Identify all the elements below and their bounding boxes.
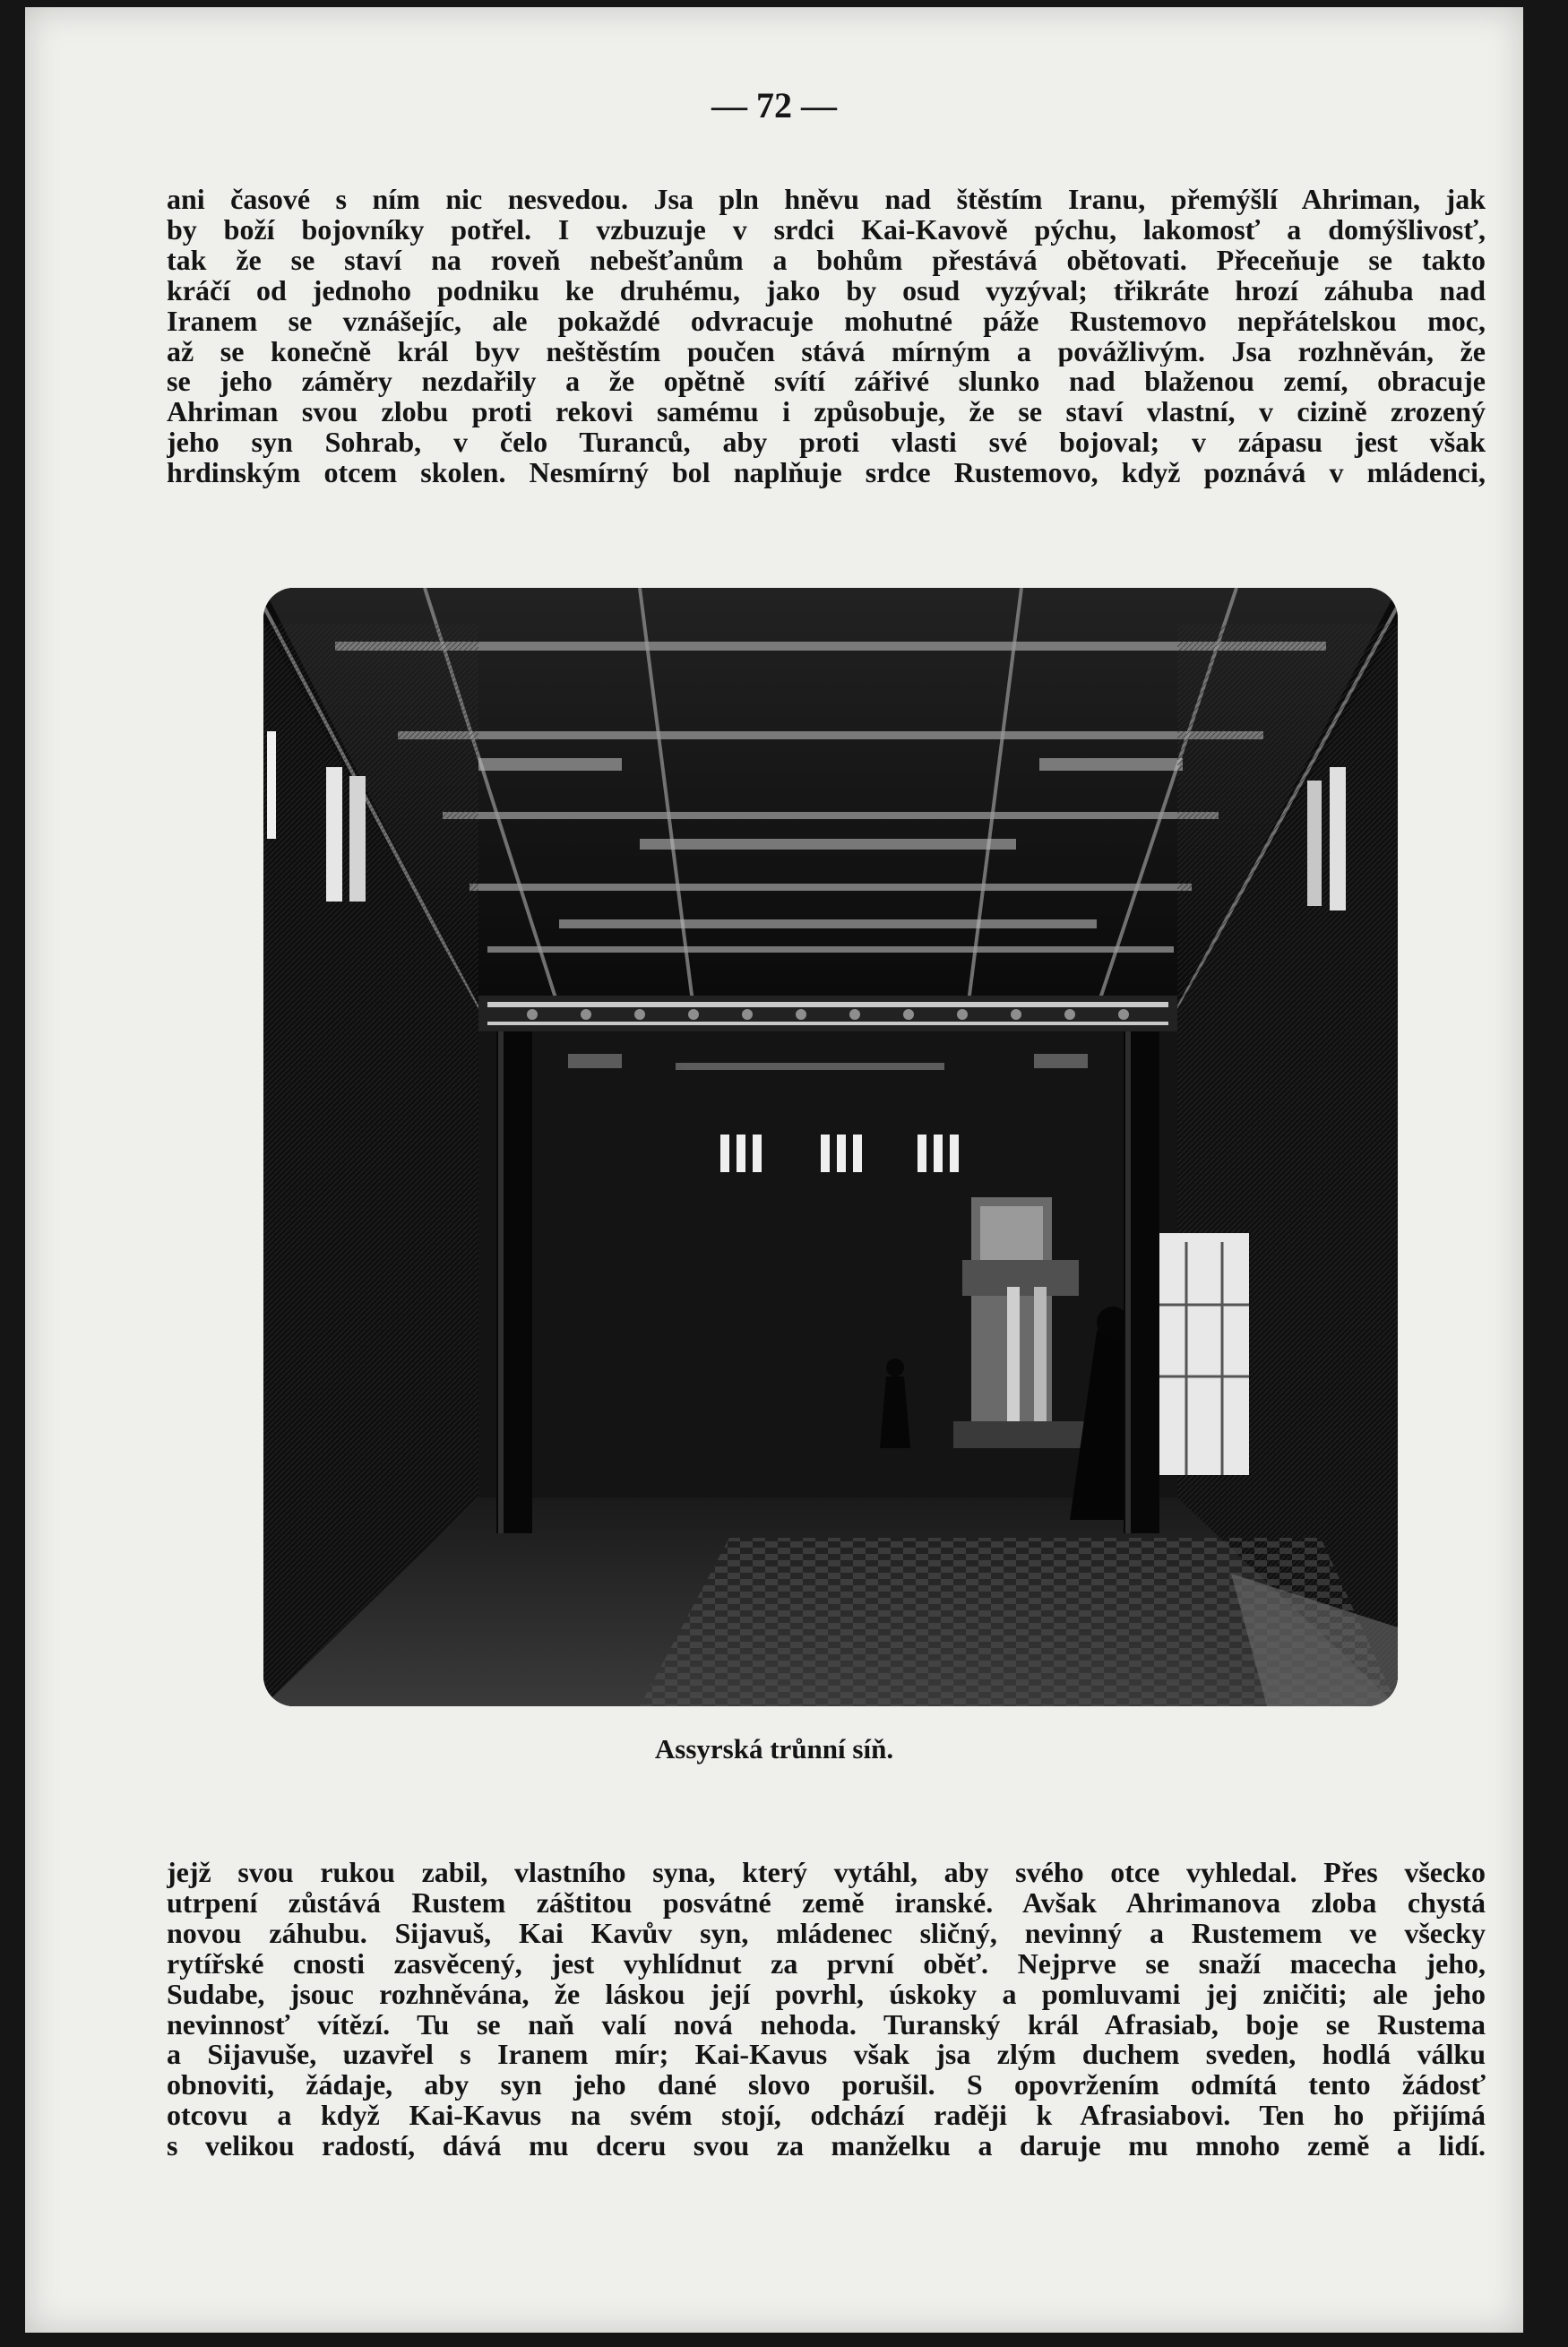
text-line: jeho syn Sohrab, v čelo Turanců, aby proti vlasti své bojoval; v zápasu jest však: [167, 427, 1486, 459]
book-page: [25, 7, 1523, 2333]
assyrian-throne-hall-engraving-icon: [263, 588, 1398, 1706]
figure-caption: Assyrská trůnní síň.: [654, 1733, 894, 1765]
bottom-paragraph: [167, 1858, 1486, 2161]
text-line: by boží bojovníky potřel. I vzbuzuje v srdci Kai-Kavově pýchu, lakomosť a domýšlivosť,: [167, 214, 1486, 246]
text-line: jejž svou rukou zabil, vlastního syna, který vytáhl, aby svého otce vyhledal. Přes všecko: [167, 1858, 1486, 1888]
text-line: rytířské cnosti zasvěcený, jest vyhlídnut za první oběť. Nejprve se snaží macecha jeho,: [167, 1948, 1486, 1980]
page-number: — 72 —: [711, 85, 837, 125]
text-line: otcovu a když Kai-Kavus na svém stojí, odchází raději k Afrasiabovi. Ten ho přijímá: [167, 2101, 1486, 2132]
top-paragraph: [167, 185, 1486, 488]
text-line: utrpení zůstává Rustem záštitou posvátné země iranské. Avšak Ahrimanova zloba chystá: [167, 1887, 1486, 1919]
text-line: hrdinským otcem skolen. Nesmírný bol naplňuje srdce Rustemovo, když poznává v mládenci,: [167, 458, 1486, 489]
text-line: Ahriman svou zlobu proti rekovi samému i způsobuje, že se staví vlastní, v cizině zrozený: [167, 397, 1486, 428]
text-line: se jeho záměry nezdařily a že opětně svítí zářivé slunko nad blaženou zemí, obracuje: [167, 367, 1486, 398]
text-line: Sudabe, jsouc rozhněvána, že láskou její povrhl, úskoky a pomluvami jej zničiti; ale jeho: [167, 1979, 1486, 2010]
text-line: novou záhubu. Sijavuš, Kai Kavův syn, mládenec sličný, nevinný a Rustemem ve všecky: [167, 1918, 1486, 1949]
throne-hall-illustration: [263, 588, 1398, 1706]
text-line: s velikou radostí, dává mu dceru svou za manželku a daruje mu mnoho země a lidí.: [167, 2131, 1486, 2162]
text-line: nevinnosť vítězí. Tu se naň valí nová nehoda. Turanský král Afrasiab, boje se Rustema: [167, 2009, 1486, 2041]
text-line: ani časové s ním nic nesvedou. Jsa pln hněvu nad štěstím Iranu, přemýšlí Ahriman, jak: [167, 185, 1486, 215]
text-line: tak že se staví na roveň nebešťanům a bohům přestává obětovati. Přeceňuje se takto: [167, 245, 1486, 276]
text-line: kráčí od jednoho podniku ke druhému, jako by osud vyzýval; třikráte hrozí záhuba nad: [167, 275, 1486, 306]
text-line: obnoviti, žádaje, aby syn jeho dané slovo porušil. S opovržením odmítá tento žádosť: [167, 2070, 1486, 2101]
text-line: až se konečně král byv neštěstím poučen stává mírným a povážlivým. Jsa rozhněván, že: [167, 336, 1486, 367]
text-line: a Sijavuše, uzavřel s Iranem mír; Kai-Kavus však jsa zlým duchem sveden, hodlá válku: [167, 2040, 1486, 2071]
text-line: Iranem se vznášejíc, ale pokaždé odvracuje mohutné páže Rustemovo nepřátelskou moc,: [167, 306, 1486, 337]
